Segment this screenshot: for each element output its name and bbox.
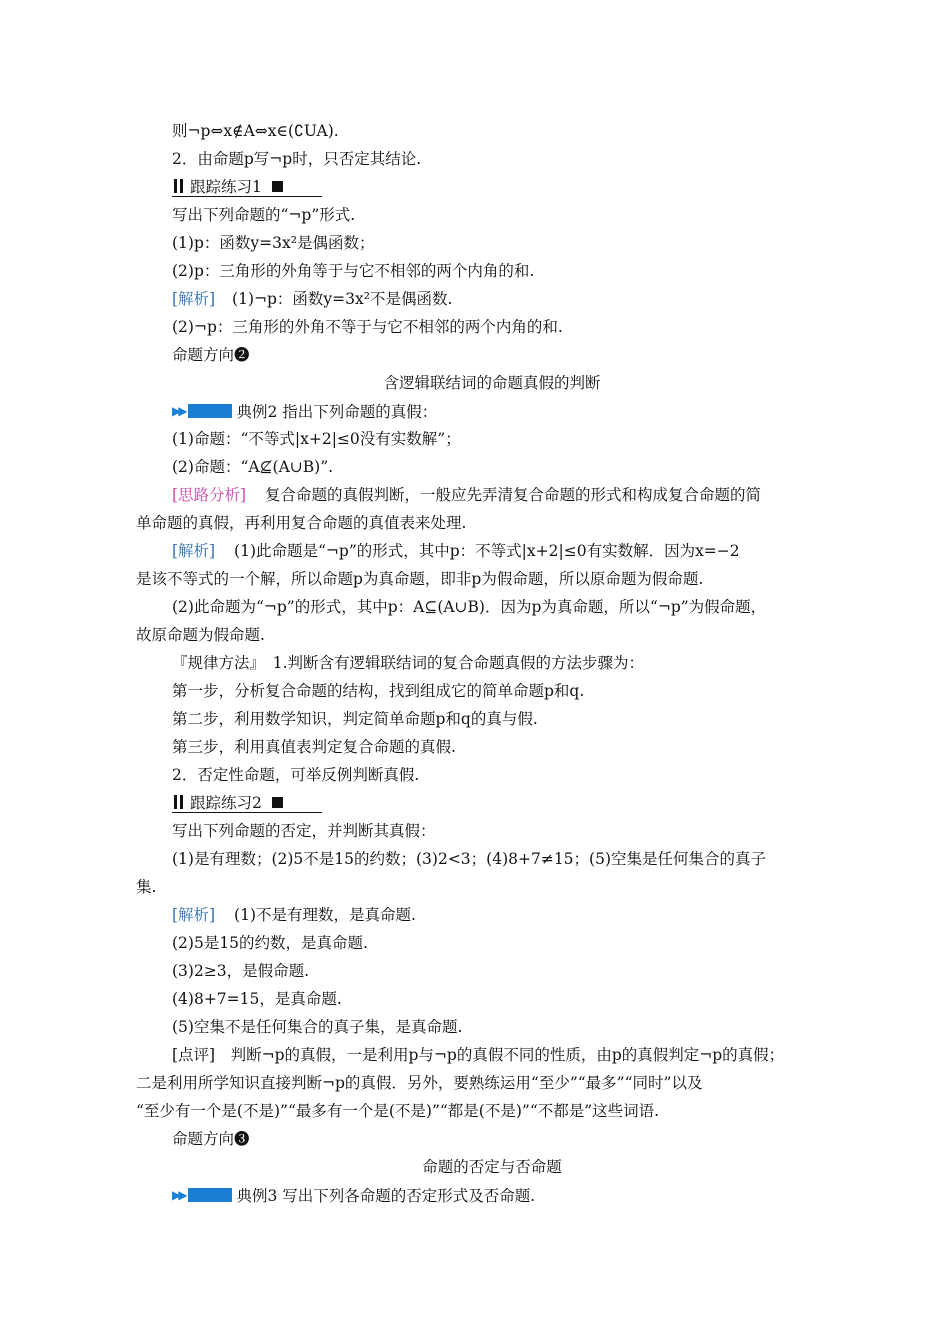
text-line: (2)命题：“A⊈(A∪B)”. bbox=[172, 458, 334, 476]
text-line: (1)命题：“不等式|x+2|≤0没有实数解”； bbox=[172, 430, 461, 448]
text-line: 第一步，分析复合命题的结构，找到组成它的简单命题p和q. bbox=[172, 682, 585, 700]
section-title: 命题的否定与否命题 bbox=[422, 1158, 562, 1176]
text-line: 2．否定性命题，可举反例判断真假. bbox=[172, 766, 420, 784]
method-line: 『规律方法』 1.判断含有逻辑联结词的复合命题真假的方法步骤为： bbox=[172, 654, 645, 672]
text-line: 2．由命题p写¬p时，只否定其结论. bbox=[172, 150, 422, 168]
section-heading: 命题方向❷ bbox=[172, 346, 250, 364]
text-line: 第二步，利用数学知识，判定简单命题p和q的真与假. bbox=[172, 710, 538, 728]
section-heading: 命题方向❸ bbox=[172, 1130, 250, 1148]
analysis-tag: [解析] bbox=[172, 542, 216, 560]
text-line: (2)5是15的约数，是真命题. bbox=[172, 934, 368, 952]
text-line: 第三步，利用真值表判定复合命题的真假. bbox=[172, 738, 456, 756]
text-line: 故原命题为假命题. bbox=[136, 626, 265, 644]
example-heading bbox=[172, 1184, 535, 1206]
section-title: 含逻辑联结词的命题真假的判断 bbox=[383, 374, 601, 392]
tracking-exercise-heading bbox=[172, 792, 322, 813]
text-line: (1)是有理数；(2)5不是15的约数；(3)2<3；(4)8+7≠15；(5)空集是任何集合的真子 bbox=[172, 850, 766, 868]
analysis-tag: [解析] bbox=[172, 906, 216, 924]
tracking-exercise-label: 跟踪练习1 bbox=[190, 178, 262, 196]
text-line: (5)空集不是任何集合的真子集，是真命题. bbox=[172, 1018, 463, 1036]
text-line: “至少有一个是(不是)”“最多有一个是(不是)”“都是(不是)”“不都是”这些词语. bbox=[136, 1102, 660, 1120]
analysis-text: (1)不是有理数，是真命题. bbox=[234, 906, 416, 924]
text-line: (2)此命题为“¬p”的形式，其中p：A⊆(A∪B)．因为p为真命题，所以“¬p”为假命题， bbox=[172, 598, 767, 616]
example-label: 典例2 指出下列命题的真假： bbox=[236, 403, 438, 421]
analysis-text: (1)¬p：函数y=3x²不是偶函数. bbox=[232, 290, 453, 308]
text-line bbox=[172, 484, 761, 506]
text-line bbox=[172, 288, 452, 310]
double-bar-icon bbox=[172, 179, 186, 193]
tracking-exercise-heading bbox=[172, 176, 322, 197]
text-line bbox=[172, 904, 416, 926]
analysis-idea-text: 复合命题的真假判断，一般应先弄清复合命题的形式和构成复合命题的简 bbox=[265, 486, 762, 504]
text-line: (4)8+7=15，是真命题. bbox=[172, 990, 342, 1008]
black-square-icon bbox=[272, 181, 283, 192]
example-badge bbox=[188, 404, 232, 418]
analysis-tag: [解析] bbox=[172, 290, 216, 308]
text-line: 单命题的真假，再利用复合命题的真值表来处理. bbox=[136, 514, 467, 532]
text-line: 集. bbox=[136, 878, 157, 896]
comment-line: [点评] 判断¬p的真假，一是利用p与¬p的真假不同的性质，由p的真假判定¬p的真假； bbox=[172, 1046, 785, 1064]
text-line: 写出下列命题的否定，并判断其真假： bbox=[172, 822, 436, 840]
example-heading bbox=[172, 400, 437, 422]
analysis-text: (1)此命题是“¬p”的形式，其中p：不等式|x+2|≤0有实数解．因为x=−2 bbox=[234, 542, 740, 560]
text-line bbox=[172, 540, 740, 562]
text-line: (3)2≥3，是假命题. bbox=[172, 962, 310, 980]
example-badge bbox=[188, 1188, 232, 1202]
black-square-icon bbox=[272, 797, 283, 808]
example-label: 典例3 写出下列各命题的否定形式及否命题. bbox=[236, 1187, 536, 1205]
analysis-idea-tag: [思路分析] bbox=[172, 486, 247, 504]
double-arrow-icon: ▶▶ bbox=[172, 1188, 185, 1202]
text-line: 二是利用所学知识直接判断¬p的真假．另外，要熟练运用“至少”“最多”“同时”以及 bbox=[136, 1074, 703, 1092]
text-line: 是该不等式的一个解，所以命题p为真命题，即非p为假命题，所以原命题为假命题. bbox=[136, 570, 704, 588]
tracking-exercise-label: 跟踪练习2 bbox=[190, 794, 262, 812]
double-arrow-icon: ▶▶ bbox=[172, 404, 185, 418]
double-bar-icon bbox=[172, 795, 186, 809]
text-line: (2)p：三角形的外角等于与它不相邻的两个内角的和. bbox=[172, 262, 535, 280]
text-line: 则¬p⇔x∉A⇔x∈(∁UA). bbox=[172, 122, 339, 140]
text-line: (2)¬p：三角形的外角不等于与它不相邻的两个内角的和. bbox=[172, 318, 563, 336]
text-line: (1)p：函数y=3x²是偶函数； bbox=[172, 234, 375, 252]
text-line: 写出下列命题的“¬p”形式. bbox=[172, 206, 356, 224]
